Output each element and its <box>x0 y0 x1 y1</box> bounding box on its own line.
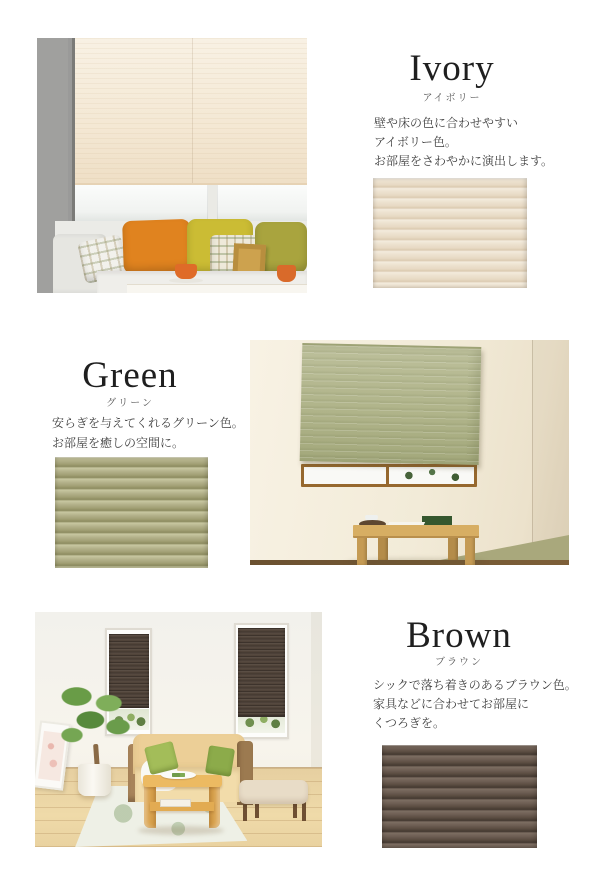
room-corner-wall <box>532 340 569 565</box>
wooden-table <box>353 525 479 538</box>
ivory-description-line: お部屋をさわやかに演出します。 <box>374 154 554 168</box>
ottoman-leg <box>293 802 297 817</box>
brown-fabric-swatch <box>382 745 537 848</box>
books-on-table <box>422 516 452 525</box>
ivory-fabric-swatch <box>373 178 527 288</box>
green-pleated-blind <box>300 343 482 465</box>
plant-pot <box>78 764 111 797</box>
orange-cup <box>175 264 197 279</box>
ivory-title: Ivory <box>409 48 495 89</box>
ivory-description <box>374 114 553 171</box>
green-subtitle: グリーン <box>106 398 154 409</box>
window-mullion <box>208 185 217 223</box>
brown-description-line: 家具などに合わせてお部屋に <box>373 697 530 711</box>
ottoman-leg <box>255 802 259 817</box>
ottoman <box>239 780 308 804</box>
window-below-blind <box>301 464 477 487</box>
green-description-line: お部屋を癒しの空間に。 <box>52 436 185 450</box>
table-leg <box>448 536 458 560</box>
right-window <box>234 623 288 740</box>
brown-description-line: くつろぎを。 <box>373 716 446 730</box>
brown-subtitle: ブラウン <box>435 657 483 668</box>
table-leg <box>357 536 367 565</box>
green-description <box>52 413 244 453</box>
green-room-photo <box>250 340 569 565</box>
ottoman-leg <box>302 802 306 821</box>
brown-title: Brown <box>406 615 512 656</box>
green-pillow-2 <box>205 745 235 777</box>
white-tray <box>161 771 195 779</box>
ivory-pleated-blind <box>68 38 307 185</box>
brown-description-line: シックで落ち着きのあるブラウン色。 <box>373 678 577 692</box>
orange-cup-2 <box>277 265 296 282</box>
table-edge <box>127 284 307 293</box>
ivory-description-line: アイボリー色。 <box>374 135 457 149</box>
ivory-description-line: 壁や床の色に合わせやすい <box>374 116 519 130</box>
brown-pleated-blind-right <box>238 628 284 717</box>
brown-room-photo <box>35 612 322 847</box>
window-mullion <box>386 467 389 484</box>
green-fabric-swatch <box>55 457 208 568</box>
green-title: Green <box>82 355 178 396</box>
table-leg <box>465 536 475 565</box>
ivory-subtitle: アイボリー <box>422 93 482 104</box>
brown-description <box>373 676 577 733</box>
ottoman-leg <box>243 802 247 821</box>
window-foliage <box>381 467 475 484</box>
ivory-room-photo <box>37 38 307 293</box>
window-sky <box>72 185 307 223</box>
magazine <box>160 799 191 807</box>
table-leg <box>378 536 388 560</box>
green-description-line: 安らぎを与えてくれるグリーン色。 <box>52 416 244 430</box>
